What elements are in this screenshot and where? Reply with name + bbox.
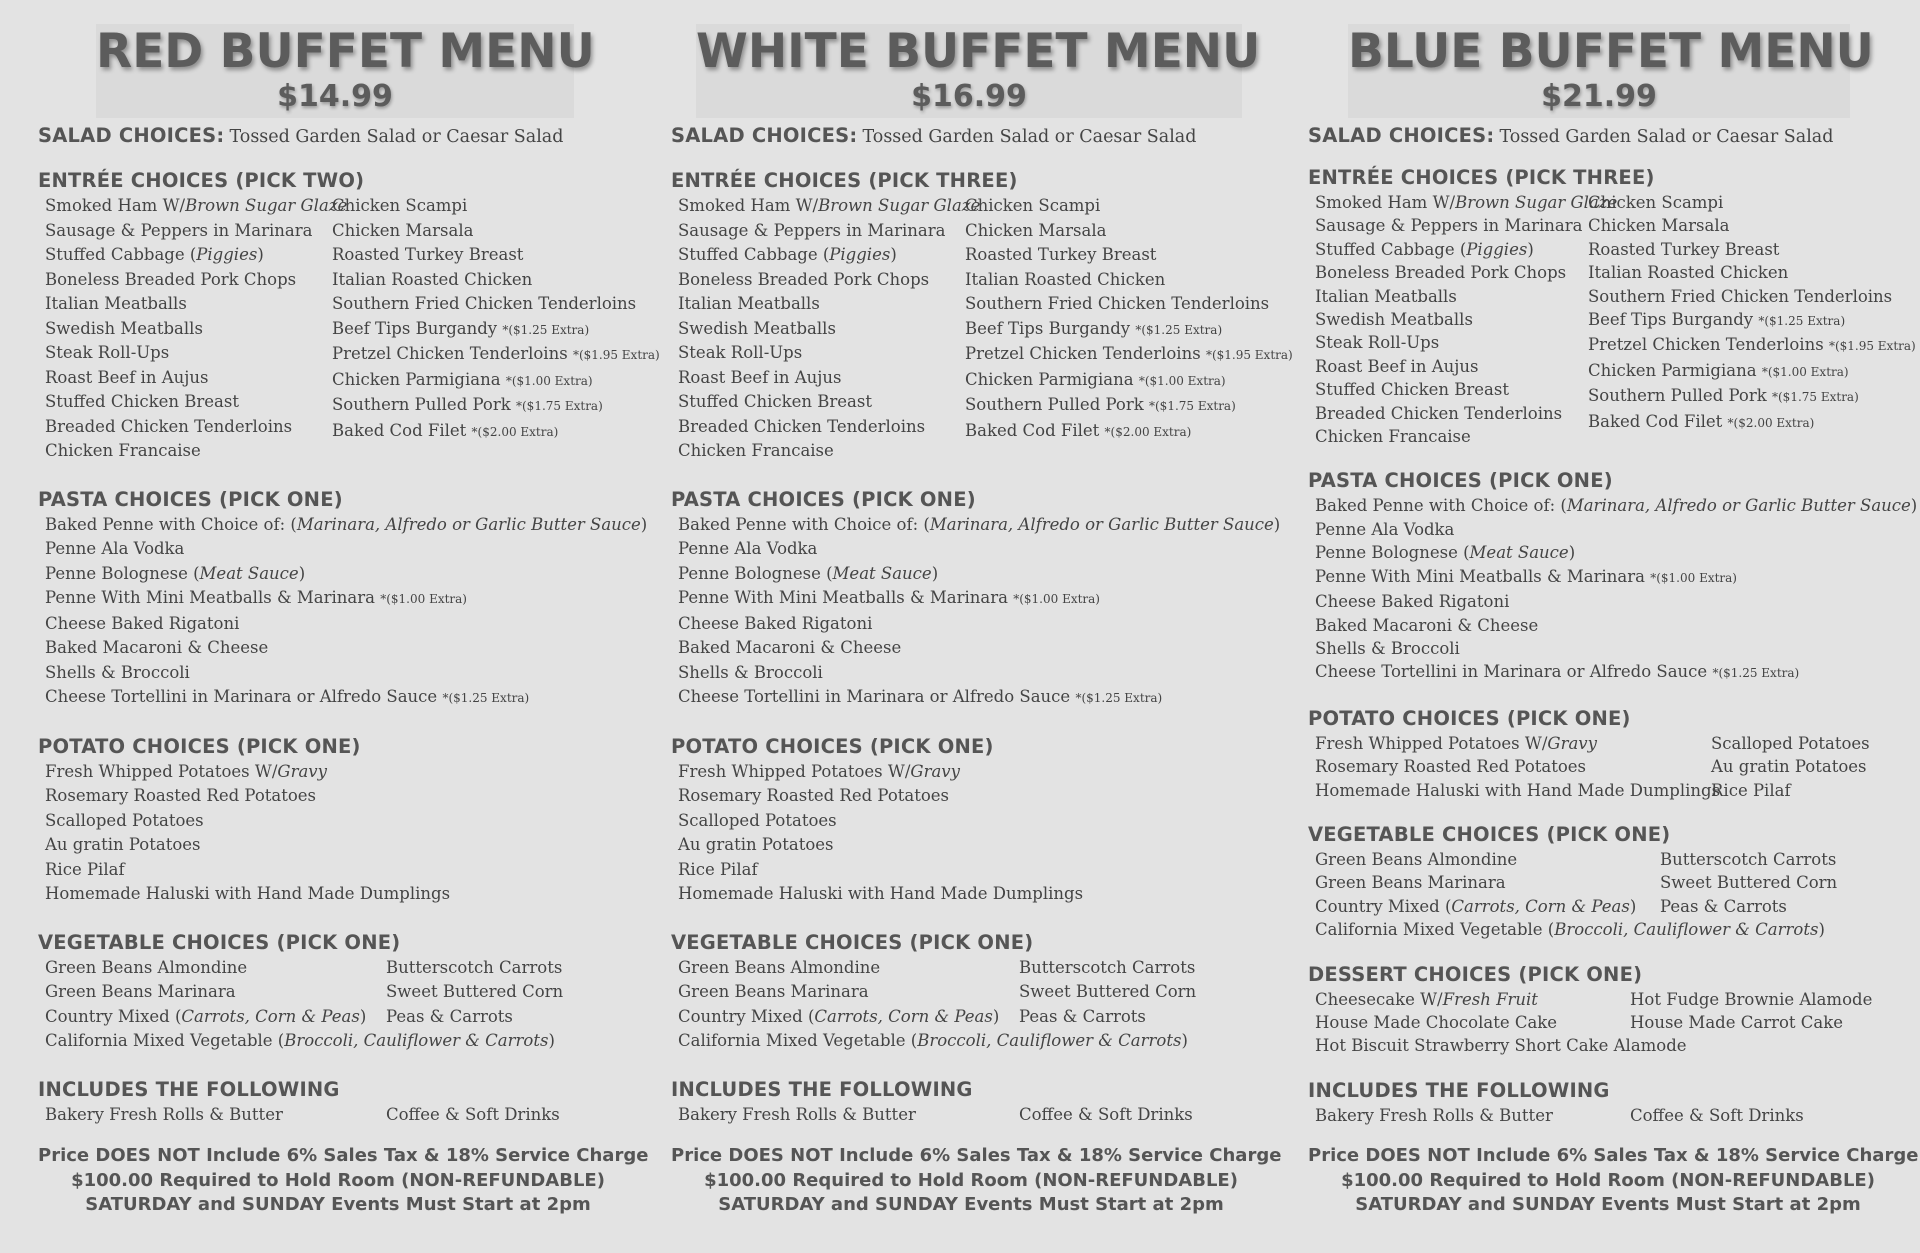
menu-item: Stuffed Cabbage (Piggies) <box>678 245 897 264</box>
pasta-heading: PASTA CHOICES (PICK ONE) <box>38 487 343 511</box>
vegetable-col-left <box>678 956 1019 1030</box>
extra-charge: *($1.25 Extra) <box>502 322 590 337</box>
menu-item: Beef Tips Burgandy *($1.25 Extra) <box>332 318 590 338</box>
vegetable-heading: VEGETABLE CHOICES (PICK ONE) <box>38 930 401 954</box>
potato-heading: POTATO CHOICES (PICK ONE) <box>671 734 994 758</box>
white-menu-title: WHITE BUFFET MENU <box>696 24 1261 79</box>
menu-item: Chicken Scampi <box>965 196 1101 215</box>
vegetable-col-left <box>1315 848 1660 918</box>
menu-item: Pretzel Chicken Tenderloins *($1.95 Extra) <box>1588 335 1916 355</box>
menu-item: Beef Tips Burgandy *($1.25 Extra) <box>1588 310 1846 330</box>
menu-item: Rice Pilaf <box>1711 780 1791 800</box>
includes-left: Bakery Fresh Rolls & Butter <box>678 1104 916 1124</box>
vegetable-col-right <box>386 956 563 1030</box>
includes-left: Bakery Fresh Rolls & Butter <box>1315 1105 1553 1125</box>
extra-charge: *($1.00 Extra) <box>1761 364 1849 379</box>
menu-item: Rosemary Roasted Red Potatoes <box>1315 757 1587 777</box>
menu-item: Scalloped Potatoes <box>1711 733 1870 753</box>
pasta-heading: PASTA CHOICES (PICK ONE) <box>1308 469 1613 493</box>
menu-item: Chicken Marsala <box>332 220 474 240</box>
menu-item: Chicken Francaise <box>45 441 201 460</box>
menu-item: Rosemary Roasted Red Potatoes <box>45 786 317 805</box>
menu-item: Italian Roasted Chicken <box>965 269 1166 289</box>
menu-item: Chicken Francaise <box>1315 427 1471 447</box>
red-title-box <box>96 24 595 118</box>
menu-item: Cheese Baked Rigatoni <box>1315 592 1510 612</box>
menu-item: Roast Beef in Aujus <box>678 367 842 387</box>
vegetable-full-row <box>1308 918 1908 941</box>
footer-line-1: Price DOES NOT Include 6% Sales Tax & 18% Service Charge <box>671 1145 1282 1166</box>
menu-item: Swedish Meatballs <box>678 318 836 338</box>
extra-charge: *($1.25 Extra) <box>1712 666 1800 681</box>
menu-item: Penne Ala Vodka <box>1315 519 1455 539</box>
menu-item: Peas & Carrots <box>1660 896 1787 916</box>
blue-menu-title: BLUE BUFFET MENU <box>1348 24 1874 79</box>
entree-col-left <box>45 194 348 464</box>
menu-item: Roast Beef in Aujus <box>45 367 209 387</box>
menu-item: Stuffed Cabbage (Piggies) <box>45 245 264 264</box>
menu-item: Sausage & Peppers in Marinara <box>1315 216 1583 236</box>
entree-heading: ENTRÉE CHOICES (PICK TWO) <box>38 169 365 192</box>
vegetable-heading: VEGETABLE CHOICES (PICK ONE) <box>1308 822 1671 846</box>
menu-item: Southern Fried Chicken Tenderloins <box>965 294 1270 313</box>
footer-line-3: SATURDAY and SUNDAY Events Must Start at 2pm <box>718 1194 1224 1215</box>
menu-item: Italian Meatballs <box>1315 286 1457 306</box>
menu-item: Baked Cod Filet *($2.00 Extra) <box>332 420 559 440</box>
salad-text: Tossed Garden Salad or Caesar Salad <box>862 127 1197 147</box>
menu-item: Shells & Broccoli <box>45 662 190 682</box>
menu-item: Shells & Broccoli <box>678 662 823 682</box>
footer-notes <box>1308 1144 1919 1218</box>
potato-heading: POTATO CHOICES (PICK ONE) <box>38 734 361 758</box>
menu-item: Italian Roasted Chicken <box>332 269 533 289</box>
menu-item: Steak Roll-Ups <box>1315 333 1440 353</box>
vegetable-list <box>1308 848 1908 918</box>
menu-item: Smoked Ham W/Brown Sugar Glaze <box>678 196 981 215</box>
footer-line-2: $100.00 Required to Hold Room (NON-REFUNDABLE) <box>1341 1169 1875 1191</box>
potato-col-left <box>1315 732 1721 802</box>
entree-list <box>1308 191 1916 448</box>
includes-list <box>38 1103 638 1128</box>
menu-item: Scalloped Potatoes <box>45 810 204 830</box>
menu-item: Country Mixed (Carrots, Corn & Peas) <box>678 1006 1000 1026</box>
menu-item: Stuffed Chicken Breast <box>45 392 239 411</box>
vegetable-full-row <box>38 1029 638 1054</box>
menu-item: Chicken Scampi <box>332 196 468 215</box>
menu-item: Sweet Buttered Corn <box>386 982 564 1001</box>
menu-item: Baked Penne with Choice of: (Marinara, Alfredo or Garlic Butter Sauce) <box>1315 496 1918 516</box>
menu-item: Roast Beef in Aujus <box>1315 356 1479 376</box>
menu-item: Penne With Mini Meatballs & Marinara *($1.00 Extra) <box>1315 566 1737 586</box>
menu-item: Hot Fudge Brownie Alamode <box>1630 989 1873 1009</box>
potato-list <box>38 760 638 907</box>
menu-item: Chicken Parmigiana *($1.00 Extra) <box>965 369 1226 389</box>
menu-item: Smoked Ham W/Brown Sugar Glaze <box>45 196 348 215</box>
entree-col-left <box>1315 191 1618 448</box>
menu-item: Chicken Marsala <box>965 220 1107 240</box>
menu-item: Stuffed Chicken Breast <box>1315 380 1509 400</box>
menu-item: Fresh Whipped Potatoes W/Gravy <box>1315 733 1597 753</box>
menu-item: Country Mixed (Carrots, Corn & Peas) <box>1315 896 1637 916</box>
menu-item: Sweet Buttered Corn <box>1019 982 1197 1001</box>
menu-item: Italian Meatballs <box>45 294 187 313</box>
menu-item: Baked Penne with Choice of: (Marinara, Alfredo or Garlic Butter Sauce) <box>678 514 1281 534</box>
menu-item: Green Beans Almondine <box>678 957 881 977</box>
menu-item: Swedish Meatballs <box>1315 310 1473 330</box>
extra-charge: *($1.00 Extra) <box>1013 592 1100 606</box>
extra-charge: *($1.95 Extra) <box>1205 348 1293 362</box>
menu-item: Penne Bolognese (Meat Sauce) <box>1315 543 1576 563</box>
dessert-list <box>1308 988 1908 1035</box>
extra-charge: *($1.75 Extra) <box>1772 390 1859 405</box>
menu-item: Penne Ala Vodka <box>678 539 818 558</box>
blue-title-box <box>1348 24 1874 118</box>
menu-item: Au gratin Potatoes <box>678 835 834 854</box>
menu-item: California Mixed Vegetable (Broccoli, Cauliflower & Carrots) <box>45 1031 555 1050</box>
vegetable-list <box>38 956 638 1030</box>
menu-item: Homemade Haluski with Hand Made Dumplings <box>678 884 1084 903</box>
entree-col-right <box>1588 191 1916 448</box>
extra-charge: *($2.00 Extra) <box>471 424 559 439</box>
menu-item: Roasted Turkey Breast <box>965 245 1157 264</box>
menu-item: Breaded Chicken Tenderloins <box>45 416 293 436</box>
includes-list <box>1308 1104 1908 1127</box>
potato-col-right <box>1711 732 1870 802</box>
extra-charge: *($1.75 Extra) <box>516 399 603 413</box>
pasta-list <box>671 513 1281 711</box>
entree-col-right <box>965 194 1293 464</box>
dessert-col-left <box>1315 988 1630 1035</box>
menu-item: Boneless Breaded Pork Chops <box>45 269 297 289</box>
entree-col-left <box>678 194 981 464</box>
entree-col-right <box>332 194 660 464</box>
dessert-heading: DESSERT CHOICES (PICK ONE) <box>1308 962 1643 986</box>
includes-heading: INCLUDES THE FOLLOWING <box>1308 1078 1610 1102</box>
extra-charge: *($1.95 Extra) <box>1828 339 1916 354</box>
includes-heading: INCLUDES THE FOLLOWING <box>38 1077 340 1101</box>
entree-heading: ENTRÉE CHOICES (PICK THREE) <box>1308 166 1655 189</box>
menu-item: Peas & Carrots <box>1019 1006 1146 1026</box>
menu-item: Penne Ala Vodka <box>45 539 185 558</box>
potato-heading: POTATO CHOICES (PICK ONE) <box>1308 706 1631 730</box>
dessert-full-row <box>1308 1034 1908 1057</box>
footer-line-1: Price DOES NOT Include 6% Sales Tax & 18% Service Charge <box>1308 1145 1919 1167</box>
menu-item: Breaded Chicken Tenderloins <box>678 416 926 436</box>
menu-item: Baked Cod Filet *($2.00 Extra) <box>1588 411 1815 431</box>
menu-item: Peas & Carrots <box>386 1006 513 1026</box>
menu-item: Homemade Haluski with Hand Made Dumplings <box>1315 780 1721 800</box>
menu-item: Green Beans Almondine <box>45 957 248 977</box>
menu-item: Baked Macaroni & Cheese <box>1315 615 1539 635</box>
menu-item: Au gratin Potatoes <box>45 835 201 854</box>
menu-item: Green Beans Marinara <box>678 982 869 1001</box>
menu-item: Baked Macaroni & Cheese <box>45 638 269 657</box>
menu-item: Boneless Breaded Pork Chops <box>1315 263 1567 283</box>
extra-charge: *($1.25 Extra) <box>1135 322 1223 337</box>
menu-item: Chicken Scampi <box>1588 193 1724 212</box>
extra-charge: *($2.00 Extra) <box>1104 424 1192 439</box>
extra-charge: *($1.25 Extra) <box>1758 314 1846 329</box>
pasta-heading: PASTA CHOICES (PICK ONE) <box>671 487 976 511</box>
menu-item: Chicken Parmigiana *($1.00 Extra) <box>1588 360 1849 380</box>
entree-heading: ENTRÉE CHOICES (PICK THREE) <box>671 169 1018 192</box>
menu-item: Penne Bolognese (Meat Sauce) <box>45 563 306 583</box>
menu-item: Au gratin Potatoes <box>1711 757 1867 777</box>
includes-right: Coffee & Soft Drinks <box>1019 1104 1193 1124</box>
menu-item: Pretzel Chicken Tenderloins *($1.95 Extra) <box>965 344 1293 363</box>
potato-list <box>1308 732 1908 802</box>
vegetable-col-left <box>45 956 386 1030</box>
menu-item: House Made Carrot Cake <box>1630 1012 1844 1032</box>
menu-item: Baked Macaroni & Cheese <box>678 638 902 657</box>
menu-item: Cheesecake W/Fresh Fruit <box>1315 989 1538 1009</box>
menu-item: Cheese Tortellini in Marinara or Alfredo Sauce *($1.25 Extra) <box>45 687 530 706</box>
vegetable-col-right <box>1019 956 1196 1030</box>
menu-item: Hot Biscuit Strawberry Short Cake Alamode <box>1315 1036 1687 1056</box>
footer-line-2: $100.00 Required to Hold Room (NON-REFUNDABLE) <box>71 1169 605 1191</box>
extra-charge: *($1.75 Extra) <box>1149 399 1236 413</box>
menu-item: Stuffed Chicken Breast <box>678 392 872 411</box>
menu-item: Pretzel Chicken Tenderloins *($1.95 Extra) <box>332 344 660 363</box>
extra-charge: *($1.00 Extra) <box>1650 570 1737 585</box>
white-salad-line <box>671 123 1271 149</box>
menu-item: Chicken Francaise <box>678 441 834 460</box>
menu-item: Steak Roll-Ups <box>678 343 803 362</box>
footer-notes <box>38 1144 649 1218</box>
blue-salad-line <box>1308 123 1908 149</box>
menu-item: Rice Pilaf <box>45 859 125 879</box>
salad-text: Tossed Garden Salad or Caesar Salad <box>229 127 564 147</box>
extra-charge: *($2.00 Extra) <box>1727 415 1815 430</box>
menu-item: Chicken Marsala <box>1588 216 1730 236</box>
menu-item: Homemade Haluski with Hand Made Dumplings <box>45 884 451 903</box>
white-menu-price: $16.99 <box>911 79 1027 114</box>
red-menu-title: RED BUFFET MENU <box>96 24 595 79</box>
menu-item: Green Beans Marinara <box>45 982 236 1001</box>
menu-item: Steak Roll-Ups <box>45 343 170 362</box>
menu-item: Southern Fried Chicken Tenderloins <box>332 294 637 313</box>
dessert-col-right <box>1630 988 1872 1035</box>
pasta-list <box>1308 494 1918 685</box>
menu-item: Butterscotch Carrots <box>386 957 563 977</box>
red-salad-line <box>38 123 638 149</box>
menu-item: Baked Penne with Choice of: (Marinara, Alfredo or Garlic Butter Sauce) <box>45 514 648 534</box>
menu-item: Southern Pulled Pork *($1.75 Extra) <box>1588 386 1859 406</box>
vegetable-list <box>671 956 1271 1030</box>
includes-list <box>671 1103 1271 1128</box>
salad-heading: SALAD CHOICES: <box>671 124 858 147</box>
extra-charge: *($1.95 Extra) <box>572 348 660 362</box>
menu-item: Country Mixed (Carrots, Corn & Peas) <box>45 1006 367 1026</box>
menu-item: Cheese Baked Rigatoni <box>45 613 240 633</box>
salad-heading: SALAD CHOICES: <box>38 124 225 147</box>
menu-item: Butterscotch Carrots <box>1660 849 1837 869</box>
menu-item: Rice Pilaf <box>678 859 758 879</box>
includes-right: Coffee & Soft Drinks <box>1630 1105 1804 1125</box>
salad-text: Tossed Garden Salad or Caesar Salad <box>1499 127 1834 147</box>
menu-item: Southern Pulled Pork *($1.75 Extra) <box>332 395 603 414</box>
extra-charge: *($1.00 Extra) <box>1138 373 1226 388</box>
footer-notes <box>671 1144 1282 1218</box>
menu-item: Scalloped Potatoes <box>678 810 837 830</box>
blue-menu-column <box>1308 0 1919 1218</box>
footer-line-3: SATURDAY and SUNDAY Events Must Start at 2pm <box>1355 1194 1861 1216</box>
menu-item: Green Beans Marinara <box>1315 873 1506 893</box>
menu-item: Roasted Turkey Breast <box>332 245 524 264</box>
menu-item: Cheese Tortellini in Marinara or Alfredo Sauce *($1.25 Extra) <box>678 687 1163 706</box>
menu-item: California Mixed Vegetable (Broccoli, Cauliflower & Carrots) <box>1315 920 1825 940</box>
menu-item: Cheese Baked Rigatoni <box>678 613 873 633</box>
menu-item: Penne Bolognese (Meat Sauce) <box>678 563 939 583</box>
blue-menu-price: $21.99 <box>1541 79 1657 114</box>
menu-item: Southern Pulled Pork *($1.75 Extra) <box>965 395 1236 414</box>
menu-item: Smoked Ham W/Brown Sugar Glaze <box>1315 193 1618 212</box>
footer-line-2: $100.00 Required to Hold Room (NON-REFUNDABLE) <box>704 1169 1238 1191</box>
menu-item: Rosemary Roasted Red Potatoes <box>678 786 950 805</box>
entree-list <box>38 194 660 464</box>
potato-list <box>671 760 1271 907</box>
menu-item: Chicken Parmigiana *($1.00 Extra) <box>332 369 593 389</box>
footer-line-1: Price DOES NOT Include 6% Sales Tax & 18% Service Charge <box>38 1145 649 1166</box>
white-title-box <box>696 24 1261 118</box>
menu-item: Boneless Breaded Pork Chops <box>678 269 930 289</box>
menu-item: Shells & Broccoli <box>1315 638 1460 658</box>
extra-charge: *($1.00 Extra) <box>380 592 467 606</box>
menu-item: Butterscotch Carrots <box>1019 957 1196 977</box>
menu-item: House Made Chocolate Cake <box>1315 1012 1558 1032</box>
vegetable-heading: VEGETABLE CHOICES (PICK ONE) <box>671 930 1034 954</box>
menu-item: Fresh Whipped Potatoes W/Gravy <box>45 761 327 781</box>
menu-item: Stuffed Cabbage (Piggies) <box>1315 239 1534 259</box>
includes-heading: INCLUDES THE FOLLOWING <box>671 1077 973 1101</box>
menu-item: Green Beans Almondine <box>1315 849 1518 869</box>
includes-right: Coffee & Soft Drinks <box>386 1104 560 1124</box>
menu-item: Sausage & Peppers in Marinara <box>678 220 946 240</box>
menu-item: Baked Cod Filet *($2.00 Extra) <box>965 420 1192 440</box>
menu-item: Cheese Tortellini in Marinara or Alfredo Sauce *($1.25 Extra) <box>1315 662 1800 682</box>
pasta-list <box>38 513 648 711</box>
vegetable-col-right <box>1660 848 1837 918</box>
extra-charge: *($1.25 Extra) <box>442 691 530 705</box>
red-menu-price: $14.99 <box>277 79 393 114</box>
extra-charge: *($1.25 Extra) <box>1075 691 1163 705</box>
menu-item: Italian Meatballs <box>678 294 820 313</box>
menu-item: Penne With Mini Meatballs & Marinara *($1.00 Extra) <box>45 588 467 607</box>
extra-charge: *($1.00 Extra) <box>505 373 593 388</box>
menu-item: Southern Fried Chicken Tenderloins <box>1588 286 1893 306</box>
menu-item: Italian Roasted Chicken <box>1588 263 1789 283</box>
red-menu-column <box>38 0 660 1218</box>
menu-item: Fresh Whipped Potatoes W/Gravy <box>678 761 960 781</box>
footer-line-3: SATURDAY and SUNDAY Events Must Start at 2pm <box>85 1194 591 1215</box>
menu-item: Beef Tips Burgandy *($1.25 Extra) <box>965 318 1223 338</box>
menu-item: Sausage & Peppers in Marinara <box>45 220 313 240</box>
vegetable-full-row <box>671 1029 1271 1054</box>
salad-heading: SALAD CHOICES: <box>1308 124 1495 147</box>
menu-item: Sweet Buttered Corn <box>1660 873 1838 893</box>
menu-item: Roasted Turkey Breast <box>1588 239 1780 259</box>
menu-item: Breaded Chicken Tenderloins <box>1315 403 1563 423</box>
menu-item: California Mixed Vegetable (Broccoli, Cauliflower & Carrots) <box>678 1031 1188 1050</box>
white-menu-column <box>671 0 1293 1218</box>
menu-item: Swedish Meatballs <box>45 318 203 338</box>
menu-item: Penne With Mini Meatballs & Marinara *($1.00 Extra) <box>678 588 1100 607</box>
includes-left: Bakery Fresh Rolls & Butter <box>45 1104 283 1124</box>
entree-list <box>671 194 1293 464</box>
